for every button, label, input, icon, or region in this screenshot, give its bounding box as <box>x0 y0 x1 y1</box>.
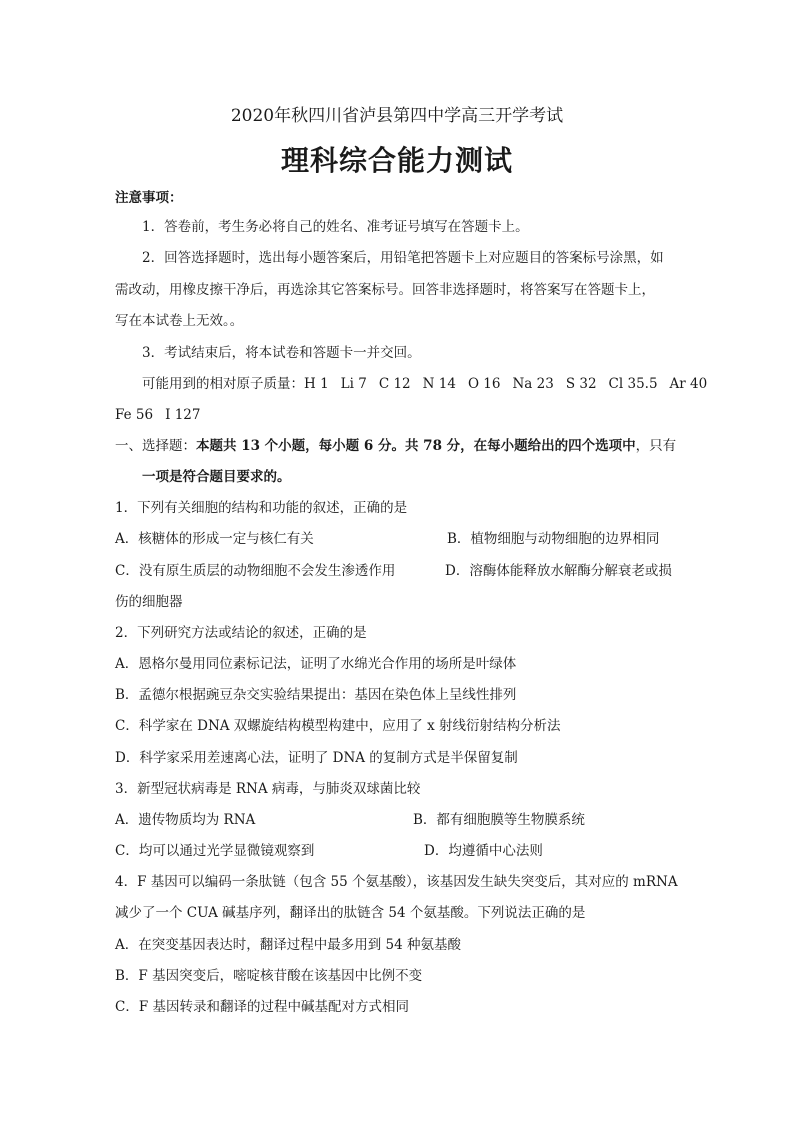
q1-option-c: C．没有原生质层的动物细胞不会发生渗透作用 <box>115 563 396 579</box>
q3-option-d: D．均遵循中心法则 <box>424 843 543 859</box>
q1-option-a: A．核糖体的形成一定与核仁有关 <box>115 531 314 547</box>
notice-item-2-line-2: 需改动，用橡皮擦干净后，再选涂其它答案标号。回答非选择题时，将答案写在答题卡上， <box>115 282 655 298</box>
section-heading: 一、选择题：本题共 13 个小题，每小题 6 分。共 78 分，在每小题给出的四个选项中，只有 <box>115 438 677 454</box>
q3-stem: 3．新型冠状病毒是 RNA 病毒，与肺炎双球菌比较 <box>115 781 421 797</box>
q3-option-a: A．遗传物质均为 RNA <box>115 812 256 828</box>
q2-option-c: C．科学家在 DNA 双螺旋结构模型构建中，应用了 x 射线衍射结构分析法 <box>115 718 561 734</box>
atomic-masses-line-2: Fe 56 I 127 <box>115 407 201 423</box>
atomic-masses-line-1: 可能用到的相对原子质量：H 1 Li 7 C 12 N 14 O 16 Na 23 S 32 Cl 35.5 Ar 40 <box>142 376 708 392</box>
subject-title: 理科综合能力测试 <box>280 144 513 177</box>
q4-option-c: C．F 基因转录和翻译的过程中碱基配对方式相同 <box>115 999 409 1015</box>
q2-option-d: D．科学家采用差速离心法，证明了 DNA 的复制方式是半保留复制 <box>115 750 518 766</box>
exam-title: 2020年秋四川省泸县第四中学高三开学考试 <box>230 106 564 126</box>
section-heading-line-2: 一项是符合题目要求的。 <box>142 469 291 485</box>
notice-heading: 注意事项： <box>115 190 183 206</box>
q2-stem: 2．下列研究方法或结论的叙述，正确的是 <box>115 625 367 641</box>
q1-option-d: D．溶酶体能释放水解酶分解衰老或损 <box>445 563 672 579</box>
notice-item-2-line-3: 写在本试卷上无效。。 <box>115 313 244 329</box>
q4-option-a: A．在突变基因表达时，翻译过程中最多用到 54 种氨基酸 <box>115 937 462 953</box>
q1-option-b: B．植物细胞与动物细胞的边界相同 <box>447 531 660 547</box>
q4-option-b: B．F 基因突变后，嘧啶核苷酸在该基因中比例不变 <box>115 968 423 984</box>
q3-option-c: C．均可以通过光学显微镜观察到 <box>115 843 315 859</box>
q4-stem-line-1: 4．F 基因可以编码一条肽链（包含 55 个氨基酸），该基因发生缺失突变后，其对应的 mRNA <box>115 874 678 890</box>
q2-option-b: B．孟德尔根据豌豆杂交实验结果提出：基因在染色体上呈线性排列 <box>115 687 517 703</box>
q4-stem-line-2: 减少了一个 CUA 碱基序列，翻译出的肽链含 54 个氨基酸。下列说法正确的是 <box>115 905 586 921</box>
q3-option-b: B．都有细胞膜等生物膜系统 <box>413 812 585 828</box>
q1-stem: 1．下列有关细胞的结构和功能的叙述，正确的是 <box>115 500 408 516</box>
q2-option-a: A．恩格尔曼用同位素标记法，证明了水绵光合作用的场所是叶绿体 <box>115 656 517 672</box>
notice-item-1: 1．答卷前，考生务必将自己的姓名、准考证号填写在答题卡上。 <box>142 219 529 235</box>
q1-option-d-continued: 伤的细胞器 <box>115 594 183 610</box>
atomic-masses-label: 可能用到的相对原子质量： <box>142 376 304 392</box>
notice-item-2-line-1: 2．回答选择题时，选出每小题答案后，用铅笔把答题卡上对应题目的答案标号涂黑，如 <box>142 250 664 266</box>
notice-item-3: 3．考试结束后，将本试卷和答题卡一并交回。 <box>142 345 421 361</box>
